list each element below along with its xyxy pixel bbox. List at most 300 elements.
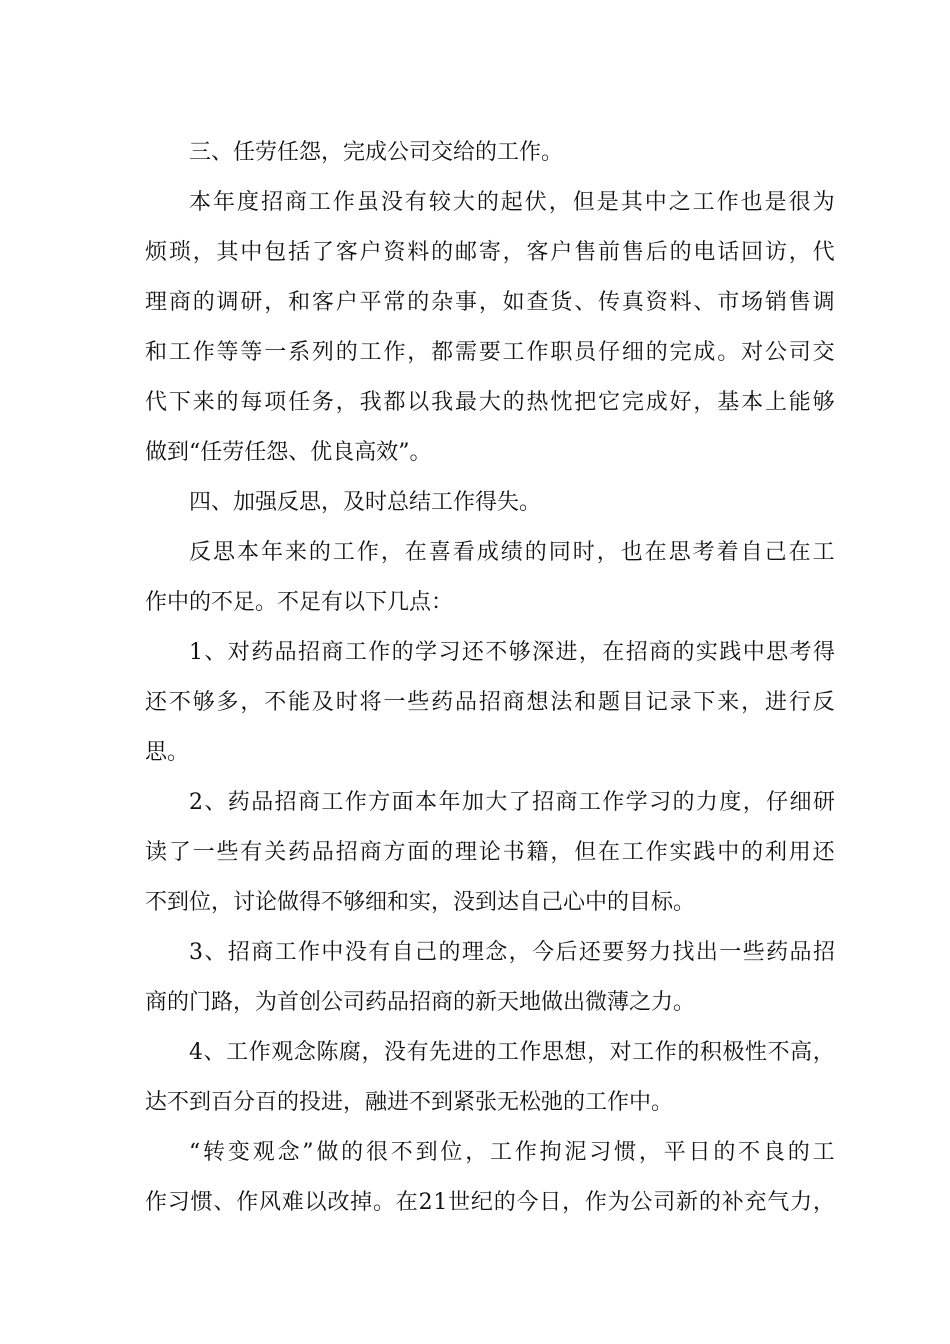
glyph: 场 [741, 290, 764, 315]
glyph: 招 [260, 190, 283, 215]
glyph: 务 [311, 390, 334, 415]
glyph: ， [264, 290, 287, 315]
glyph: 观 [252, 1140, 275, 1165]
glyph: 习 [589, 1140, 612, 1165]
glyph: 药 [431, 690, 454, 715]
glyph: 仔 [598, 340, 621, 365]
glyph: 的 [431, 840, 454, 865]
document-body [145, 128, 835, 1228]
glyph: 不 [767, 1040, 790, 1065]
glyph: 商 [649, 640, 672, 665]
glyph: 的 [672, 640, 695, 665]
glyph: 要 [602, 940, 625, 965]
glyph: 很 [365, 1140, 388, 1165]
glyph: 招 [478, 690, 501, 715]
glyph: 工 [359, 340, 382, 365]
glyph: 研 [240, 290, 263, 315]
glyph: 不 [264, 690, 287, 715]
glyph: 完 [669, 340, 692, 365]
glyph: 大 [452, 190, 475, 215]
glyph: 践 [719, 640, 742, 665]
glyph: 虽 [356, 190, 379, 215]
glyph: 找 [672, 940, 695, 965]
glyph: 把 [574, 390, 597, 415]
list-item-2-line [145, 778, 835, 828]
glyph: 工 [621, 840, 644, 865]
glyph: 目 [621, 690, 644, 715]
glyph: 它 [598, 390, 621, 415]
glyph: 有 [368, 940, 391, 965]
glyph: 积 [699, 1040, 722, 1065]
glyph: 些 [742, 940, 765, 965]
glyph: 能 [788, 390, 811, 415]
glyph: 作 [332, 190, 355, 215]
glyph: 平 [663, 1140, 686, 1165]
glyph: 作 [584, 1190, 607, 1215]
list-item-4-line [145, 1028, 835, 1078]
text-line: 四、加强反思，及时总结工作得失。 [189, 490, 542, 515]
glyph: 思 [766, 640, 789, 665]
glyph: 践 [693, 840, 716, 865]
glyph: 在 [788, 540, 811, 565]
glyph: ， [361, 1040, 384, 1065]
glyph: 杂 [431, 290, 454, 315]
paragraph-line [145, 428, 835, 478]
glyph: 一 [383, 690, 406, 715]
glyph: 的 [192, 290, 215, 315]
glyph: 的 [476, 190, 499, 215]
glyph: 也 [620, 540, 643, 565]
glyph: ， [693, 390, 716, 415]
glyph: 好 [669, 390, 692, 415]
glyph: 加 [461, 790, 484, 815]
glyph: 时 [572, 540, 595, 565]
glyph: 2 [189, 790, 203, 815]
glyph: 的 [341, 1140, 364, 1165]
glyph: 细 [789, 790, 812, 815]
glyph: 为 [607, 1190, 630, 1215]
glyph: 成 [476, 540, 499, 565]
glyph: 性 [745, 1040, 768, 1065]
glyph: 年 [260, 540, 283, 565]
glyph: 工 [344, 640, 367, 665]
glyph: 的 [308, 540, 331, 565]
glyph: 的 [474, 1040, 497, 1065]
glyph: 着 [716, 540, 739, 565]
glyph: 念 [277, 1140, 300, 1165]
glyph: 极 [722, 1040, 745, 1065]
glyph: 、 [204, 940, 227, 965]
glyph: 方 [368, 790, 391, 815]
paragraph-line [145, 578, 835, 628]
glyph: 工 [490, 1140, 513, 1165]
glyph: 寄 [478, 240, 501, 265]
glyph: 和 [288, 290, 311, 315]
glyph: 调 [812, 290, 835, 315]
glyph: 品 [251, 790, 274, 815]
glyph: 很 [788, 190, 811, 215]
glyph: 进 [555, 640, 578, 665]
glyph: 2 [418, 1190, 433, 1215]
glyph: ， [812, 1190, 835, 1215]
glyph: 了 [508, 790, 531, 815]
glyph: 难 [281, 1190, 304, 1215]
text-line: 做到“任劳任怨、优良高效”。 [145, 440, 432, 465]
glyph: 回 [741, 240, 764, 265]
glyph: 思 [541, 1040, 564, 1065]
glyph: 作 [368, 640, 391, 665]
glyph: 市 [717, 290, 740, 315]
glyph: 都 [383, 390, 406, 415]
glyph: 没 [380, 190, 403, 215]
glyph: 、 [204, 790, 227, 815]
glyph: 查 [526, 290, 549, 315]
glyph: 作 [514, 1140, 537, 1165]
glyph: 工 [274, 940, 297, 965]
glyph: 户 [550, 240, 573, 265]
glyph: 工 [308, 190, 331, 215]
glyph: 面 [407, 840, 430, 865]
glyph: 考 [789, 640, 812, 665]
glyph: 没 [344, 940, 367, 965]
glyph: 常 [383, 290, 406, 315]
glyph: 一 [264, 340, 287, 365]
glyph: 销 [764, 290, 787, 315]
glyph: 理 [145, 290, 168, 315]
glyph: 的 [645, 340, 668, 365]
glyph: 、 [574, 290, 597, 315]
glyph: 新 [676, 1190, 699, 1215]
glyph: 1 [189, 640, 203, 665]
glyph: 是 [596, 190, 619, 215]
glyph: 在 [395, 1190, 418, 1215]
text-line: 三、任劳任怨，完成公司交给的工作。 [189, 140, 564, 165]
section-heading-3 [145, 128, 835, 178]
glyph: 招 [335, 840, 358, 865]
glyph: ， [407, 340, 430, 365]
glyph: 对 [741, 340, 764, 365]
glyph: 商 [502, 690, 525, 715]
glyph: 工 [168, 340, 191, 365]
section-heading-4 [145, 478, 835, 528]
glyph: 不 [168, 690, 191, 715]
glyph: 招 [298, 640, 321, 665]
glyph: 些 [407, 690, 430, 715]
glyph: 作 [298, 940, 321, 965]
glyph: 作 [248, 1040, 271, 1065]
glyph: 但 [574, 840, 597, 865]
glyph: 商 [321, 640, 344, 665]
glyph: 够 [508, 640, 531, 665]
glyph: 思 [668, 540, 691, 565]
glyph: 的 [787, 1140, 810, 1165]
glyph: 中 [321, 940, 344, 965]
glyph: 本 [415, 790, 438, 815]
glyph: 一 [192, 840, 215, 865]
glyph: 力 [695, 790, 718, 815]
glyph: 作 [344, 790, 367, 815]
glyph: 中 [717, 840, 740, 865]
glyph: 传 [598, 290, 621, 315]
glyph: 绩 [500, 540, 523, 565]
glyph: 多 [216, 690, 239, 715]
glyph: 努 [625, 940, 648, 965]
glyph: 自 [740, 540, 763, 565]
list-item-2-line [145, 878, 835, 928]
glyph: 力 [790, 1190, 813, 1215]
glyph: 转 [203, 1140, 226, 1165]
glyph: 忱 [550, 390, 573, 415]
glyph: 、 [693, 290, 716, 315]
glyph: 本 [189, 190, 212, 215]
glyph: 成 [645, 390, 668, 415]
glyph: 进 [451, 1040, 474, 1065]
glyph: 事 [454, 290, 477, 315]
list-item-1-line [145, 728, 835, 778]
glyph: 商 [284, 190, 307, 215]
glyph: 代 [812, 240, 835, 265]
glyph: 书 [502, 840, 525, 865]
glyph: 的 [407, 290, 430, 315]
glyph: 交 [812, 340, 835, 365]
glyph: 有 [404, 190, 427, 215]
glyph: 中 [240, 240, 263, 265]
glyph: 到 [415, 1140, 438, 1165]
glyph: 的 [216, 390, 239, 415]
glyph: 思 [212, 540, 235, 565]
glyph: 还 [578, 940, 601, 965]
glyph: 药 [251, 640, 274, 665]
glyph: 了 [311, 240, 334, 265]
glyph: 一 [719, 940, 742, 965]
glyph: 还 [461, 640, 484, 665]
glyph: 念 [485, 940, 508, 965]
glyph: 司 [788, 340, 811, 365]
glyph: 念 [293, 1040, 316, 1065]
glyph: ， [478, 290, 501, 315]
glyph: 烦 [145, 240, 168, 265]
glyph: ， [502, 240, 525, 265]
glyph: 时 [335, 690, 358, 715]
glyph: 系 [288, 340, 311, 365]
glyph: 真 [621, 290, 644, 315]
glyph: 作 [519, 1040, 542, 1065]
glyph: 工 [578, 790, 601, 815]
glyph: 实 [669, 840, 692, 865]
list-item-3-line [145, 928, 835, 978]
glyph: 工 [812, 1140, 835, 1165]
glyph: 客 [335, 240, 358, 265]
glyph: 。 [717, 340, 740, 365]
glyph: 泥 [564, 1140, 587, 1165]
glyph: 己 [764, 540, 787, 565]
glyph: ” [302, 1140, 314, 1165]
glyph: 职 [550, 340, 573, 365]
glyph: 1 [433, 1190, 448, 1215]
glyph: 访 [764, 240, 787, 265]
glyph: 我 [431, 390, 454, 415]
glyph: 最 [454, 390, 477, 415]
glyph: 司 [653, 1190, 676, 1215]
glyph: 改 [327, 1190, 350, 1215]
glyph: 的 [672, 790, 695, 815]
glyph: 力 [649, 940, 672, 965]
glyph: 行 [788, 690, 811, 715]
glyph: 今 [516, 1190, 539, 1215]
paragraph-line [145, 528, 835, 578]
glyph: 资 [383, 240, 406, 265]
glyph: 工 [812, 540, 835, 565]
glyph: 习 [649, 790, 672, 815]
glyph: 反 [812, 690, 835, 715]
glyph: ， [812, 1040, 835, 1065]
glyph: 工 [321, 790, 344, 815]
glyph: 是 [764, 190, 787, 215]
glyph: 对 [227, 640, 250, 665]
paragraph-line [145, 328, 835, 378]
glyph: 为 [812, 190, 835, 215]
glyph: 我 [359, 390, 382, 415]
glyph: 不 [390, 1140, 413, 1165]
glyph: 本 [741, 390, 764, 415]
glyph: 后 [645, 240, 668, 265]
glyph: 的 [741, 840, 764, 865]
paragraph-line [145, 228, 835, 278]
glyph: ， [465, 1140, 488, 1165]
glyph: 日 [539, 1190, 562, 1215]
glyph: 考 [692, 540, 715, 565]
glyph: 不 [485, 640, 508, 665]
glyph: 前 [598, 240, 621, 265]
glyph: 都 [431, 340, 454, 365]
glyph: ， [192, 240, 215, 265]
glyph: 话 [717, 240, 740, 265]
paragraph-line [145, 378, 835, 428]
glyph: 公 [764, 340, 787, 365]
glyph: 在 [644, 540, 667, 565]
list-item-1-line [145, 678, 835, 728]
glyph: ， [335, 390, 358, 415]
list-item-1-line [145, 628, 835, 678]
glyph: 品 [274, 640, 297, 665]
glyph: 完 [621, 390, 644, 415]
glyph: 客 [311, 290, 334, 315]
glyph: 法 [550, 690, 573, 715]
glyph: 作 [356, 540, 379, 565]
glyph: 题 [598, 690, 621, 715]
glyph: 等 [240, 340, 263, 365]
glyph: 及 [311, 690, 334, 715]
glyph: 度 [236, 190, 259, 215]
glyph: 度 [719, 790, 742, 815]
glyph: 年 [438, 790, 461, 815]
glyph: 招 [532, 790, 555, 815]
glyph: 的 [524, 540, 547, 565]
glyph: 。 [372, 1190, 395, 1215]
glyph: 的 [391, 640, 414, 665]
glyph: 中 [742, 640, 765, 665]
glyph: 关 [264, 840, 287, 865]
glyph: 想 [564, 1040, 587, 1065]
paragraph-line [145, 278, 835, 328]
glyph: 来 [284, 540, 307, 565]
glyph: 将 [359, 690, 382, 715]
glyph: 在 [598, 840, 621, 865]
glyph: 包 [264, 240, 287, 265]
glyph: 的 [431, 240, 454, 265]
glyph: ， [742, 790, 765, 815]
glyph: 售 [788, 290, 811, 315]
glyph: 录 [669, 690, 692, 715]
glyph: 4 [189, 1040, 203, 1065]
glyph: 其 [620, 190, 643, 215]
glyph: 喜 [428, 540, 451, 565]
glyph: 基 [717, 390, 740, 415]
glyph: 在 [602, 640, 625, 665]
glyph: 出 [695, 940, 718, 965]
glyph: 作 [645, 840, 668, 865]
glyph: 拘 [539, 1140, 562, 1165]
glyph: 面 [391, 790, 414, 815]
glyph: 的 [502, 390, 525, 415]
glyph: 理 [461, 940, 484, 965]
glyph: 项 [264, 390, 287, 415]
glyph: 记 [645, 690, 668, 715]
glyph: 较 [428, 190, 451, 215]
glyph: 货 [550, 290, 573, 315]
glyph: 年 [212, 190, 235, 215]
glyph: 之 [668, 190, 691, 215]
glyph: 能 [288, 690, 311, 715]
glyph: 的 [713, 1140, 736, 1165]
glyph: 的 [677, 1040, 700, 1065]
glyph: 药 [766, 940, 789, 965]
glyph: 作 [192, 340, 215, 365]
glyph: 些 [216, 840, 239, 865]
glyph: 邮 [454, 240, 477, 265]
glyph: 3 [189, 940, 203, 965]
glyph: 要 [478, 340, 501, 365]
glyph: 括 [288, 240, 311, 265]
glyph: 中 [644, 190, 667, 215]
glyph: ， [596, 540, 619, 565]
glyph: 看 [452, 540, 475, 565]
glyph: 仔 [766, 790, 789, 815]
glyph: 下 [693, 690, 716, 715]
glyph: 资 [645, 290, 668, 315]
glyph: 电 [693, 240, 716, 265]
glyph: 习 [438, 640, 461, 665]
glyph: 掉 [350, 1190, 373, 1215]
glyph: 籍 [526, 840, 549, 865]
glyph: 招 [812, 940, 835, 965]
glyph: 也 [740, 190, 763, 215]
glyph: 作 [383, 340, 406, 365]
glyph: 同 [548, 540, 571, 565]
glyph: 够 [812, 390, 835, 415]
glyph: 任 [288, 390, 311, 415]
glyph: ， [508, 940, 531, 965]
glyph: 工 [496, 1040, 519, 1065]
glyph: 作 [236, 1190, 259, 1215]
glyph: 高 [790, 1040, 813, 1065]
glyph: 需 [454, 340, 477, 365]
glyph: 以 [304, 1190, 327, 1215]
glyph: 的 [493, 1190, 516, 1215]
glyph: 其 [216, 240, 239, 265]
glyph: 的 [438, 940, 461, 965]
paragraph-line [145, 1178, 835, 1228]
